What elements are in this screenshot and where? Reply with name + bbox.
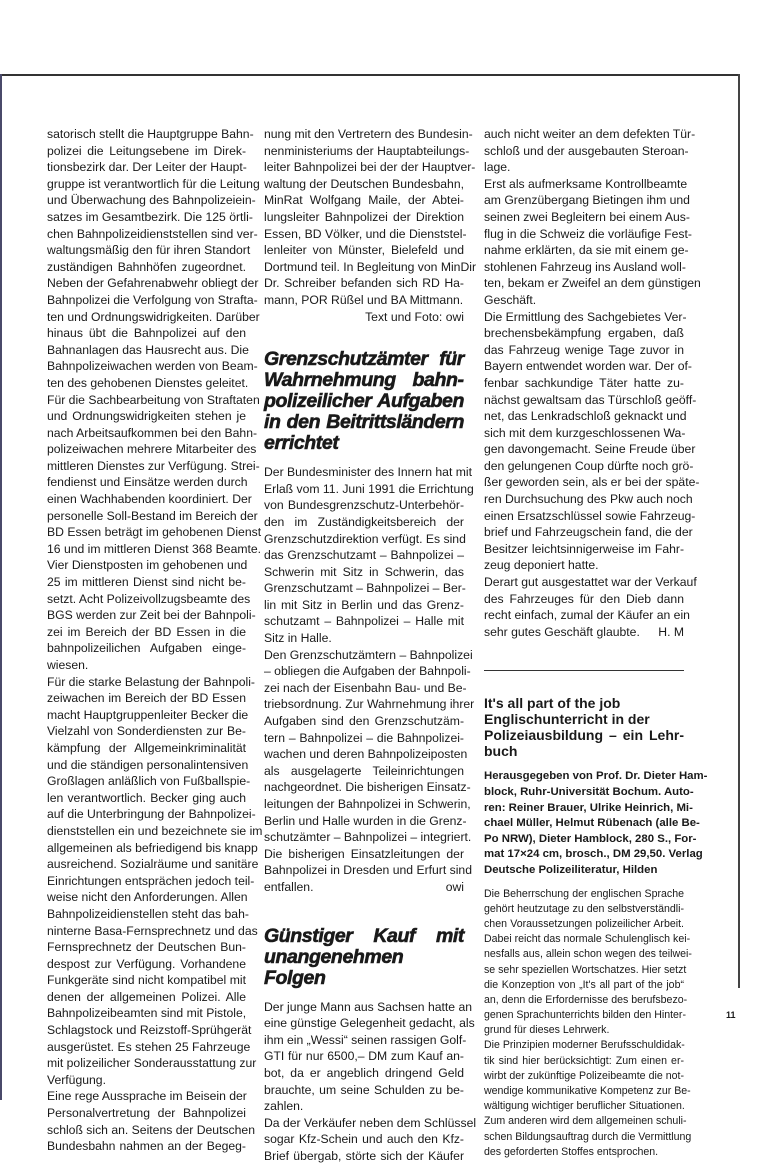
text-line: wachen und deren Bahnpolizeiposten [264, 747, 468, 762]
text-line: Da der Verkäufer neben dem Schlüssel [264, 1115, 477, 1130]
text-line: Den Grenzschutzämtern – Bahnpolizei [264, 647, 473, 662]
paragraph [484, 1038, 692, 1160]
text-line: Aufgaben sind den Grenzschutzäm- [264, 714, 464, 729]
page-number: 11 [726, 1010, 736, 1020]
article2-body [264, 464, 475, 879]
text-line: von Bundesgrenzschutz-Unterbehör- [264, 498, 464, 513]
text-line: das Grenzschutzamt – Bahnpolizei – [264, 548, 464, 563]
text-line: tionsbezirk dar. Der Leiter der Haupt- [47, 160, 247, 175]
text-line: Bayern entwendet worden war. Der of- [484, 359, 692, 374]
text-line: Po NRW), Dieter Hamblock, 280 S., For- [484, 832, 697, 845]
text-line: Schlagstock und Reizstoff-Sprühgerät [47, 1023, 252, 1038]
text-line: Großlagen anläßlich von Fußballspie- [47, 774, 251, 789]
text-line: nung mit den Vertretern des Bundesin- [264, 127, 473, 141]
page-frame-top-rule [0, 74, 740, 76]
text-line: ren: Reiner Brauer, Ulrike Heinrich, Mi- [484, 801, 693, 814]
article1-credit: Text und Foto: owi [365, 309, 464, 324]
text-line: Grenzschutzamt – Bahnpolizei – Ber- [264, 581, 466, 596]
text-line: nahme erklärten, da sie mit einem ge- [484, 243, 689, 258]
book-review-meta [484, 769, 708, 878]
text-line: BD Essen beträgt im gehobenen Dienst [47, 525, 262, 540]
paragraph [264, 464, 474, 647]
text-line: Der Bundesminister des Innern hat mit [264, 465, 472, 480]
text-line: gen davongemacht. Seine Freude über [484, 442, 696, 457]
text-line: net, das Lenkradschloß geknackt und [484, 409, 687, 424]
text-line: Bundesbahn nahmen an der Begeg- [47, 1139, 246, 1154]
text-line: Funkgeräte sind nicht kompatibel mit [47, 973, 246, 988]
text-line: Die Prinzipien moderner Berufsschuldidak- [484, 1039, 685, 1052]
text-line: zahlen. [264, 1099, 304, 1114]
text-line: eine günstige Gelegenheit gedacht, als [264, 1016, 475, 1031]
text-line: hinaus übt die Bahnpolizei auf den [47, 326, 246, 341]
text-line: tern – Bahnpolizei – die Bahnpolizei- [264, 730, 464, 745]
text-line: Der junge Mann aus Sachsen hatte an [264, 999, 473, 1014]
text-line: Deutsche Polizeiliteratur, Hilden [484, 863, 658, 876]
text-line: bahnpolizeilichen Aufgaben einge- [47, 641, 246, 656]
text-line: waltungsmäßig den für ihren Standort [47, 243, 251, 258]
text-line: die Konzeption von „It's all part of the job“ [484, 978, 684, 991]
text-line: wirbt der zukünftige Polizeibeamte die not- [484, 1069, 684, 1082]
text-line: Dr. Schreiber befanden sich RD Ha- [264, 276, 464, 291]
text-line: nächst gewaltsam das Türschloß geöff- [484, 392, 697, 407]
text-line: waltung der Deutschen Bundesbahn, [264, 176, 464, 191]
title-line: It's all part of the job [484, 695, 621, 712]
text-line: – obliegen die Aufgaben der Bahnpoli- [264, 664, 471, 679]
text-line: Sitz in Halle. [264, 631, 332, 646]
article3-last-text: sehr gutes Geschäft glaubte. [484, 624, 640, 639]
text-line: nesfalls aus, allein schon wegen des teilwei- [484, 948, 692, 961]
text-line: und Überwachung des Bahnpolizeiein- [47, 193, 256, 208]
text-line: gehört heutzutage zu den selbstverständli- [484, 902, 684, 915]
text-line: len verantwortlich. Becker ging auch [47, 790, 246, 805]
title-line: buch [484, 743, 518, 760]
text-line: ten und Ordnungswidrigkeiten. Darüber [47, 309, 260, 324]
title-line: Polizeiausbildung – ein Lehr- [484, 727, 684, 744]
text-line: Essen, BD Völker, und die Dienststel- [264, 226, 467, 241]
text-line: einen Wachhabenden koordiniert. Der [47, 492, 252, 507]
text-line: mann, POR Rüßel und BA Mittmann. [264, 292, 464, 307]
text-line: Schwerin mit Sitz in Schwerin, das [264, 564, 464, 579]
text-line: und Ordnungswidrigkeiten stehen je [47, 409, 246, 424]
text-line: personelle Soll-Bestand im Bereich der [47, 508, 258, 523]
text-line: wältigung wichtiger beruflicher Situationen. [484, 1100, 685, 1113]
text-line: block, Ruhr-Universität Bochum. Auto- [484, 786, 694, 798]
text-line: Für die Sachbearbeitung von Straftaten [47, 392, 260, 407]
text-line: ninterne Basa-Fernsprechnetz und das [47, 923, 258, 938]
text-line: einen Ersatzschlüssel sowie Fahrzeug- [484, 508, 696, 523]
text-line: nenministeriums der Hauptabteilungs- [264, 143, 470, 158]
text-line: Vielzahl von Sonderdiensten zur Be- [47, 724, 246, 739]
paragraph [264, 999, 475, 1115]
article1-continuation [264, 126, 477, 309]
article2-last-text: entfallen. [264, 879, 314, 894]
text-line: lenleiter von Münster, Bielefeld und [264, 243, 464, 258]
text-line: am Grenzübergang Bietingen ihm und [484, 193, 690, 208]
article3-continuation [484, 126, 701, 624]
article3-body [264, 999, 477, 1165]
text-line: Die Beherrschung der englischen Sprache [484, 887, 684, 900]
text-line: Einrichtungen entsprächen jedoch teil- [47, 873, 255, 888]
text-line: Brief übergab, störte sich der Käufer [264, 1148, 464, 1163]
article3-credit: H. M [658, 624, 684, 639]
text-line: das Fahrzeug wenige Tage zuvor in [484, 342, 684, 357]
paragraph [47, 1088, 255, 1154]
paragraph [47, 674, 263, 1089]
text-line: den gelungenen Coup dürfte noch grö- [484, 458, 694, 473]
text-line: mat 17×24 cm, brosch., DM 29,50. Verlag [484, 848, 703, 861]
text-line: ihm ein „Wessi“ seinen rassigen Golf- [264, 1032, 467, 1047]
paragraph [484, 574, 697, 624]
text-line: ßer geworden sein, als er bei der späte- [484, 475, 700, 490]
text-line: brechensbekämpfung ergaben, daß [484, 326, 684, 341]
text-line: MinRat Wolfgang Maile, der Abtei- [264, 193, 464, 208]
text-line: Herausgegeben von Prof. Dr. Dieter Ham- [484, 770, 708, 783]
text-line: schutzämter – Bahnpolizei – integriert. [264, 830, 472, 845]
column-2 [264, 126, 477, 1165]
text-line: zeug deponiert hatte. [484, 558, 599, 573]
text-line: satorisch stellt die Hauptgruppe Bahn- [47, 127, 254, 141]
article3-last-line [484, 624, 684, 641]
text-line: mittleren Dienstes zur Verfügung. Strei- [47, 458, 260, 473]
text-line: sogar Kfz-Schein und auch den Kfz- [264, 1132, 464, 1147]
text-line: gruppe ist verantwortlich für die Leitung [47, 176, 260, 191]
text-line: recht einfach, zumal der Käufer an ein [484, 608, 690, 623]
text-line: dienststellen ein und bezeichnete sie im [47, 823, 263, 838]
text-line: stohlenen Fahrzeug ins Ausland woll- [484, 259, 686, 274]
text-line: schloß und der ausgebauten Steroan- [484, 143, 689, 158]
paragraph [484, 176, 701, 309]
text-line: Bahnpolizei in Dresden und Erfurt sind [264, 863, 472, 878]
text-line: fenbar sachkundige Täter hatte zu- [484, 375, 684, 390]
text-line: BGS werden zur Zeit bei der Bahnpoli- [47, 608, 256, 623]
text-line: polizei die Leitungsebene im Direk- [47, 143, 246, 158]
text-line: an, denn die Erfordernisse des berufsbezo- [484, 993, 688, 1006]
text-line: allgemeinen als befriedigend bis knapp [47, 840, 258, 855]
paragraph [264, 1115, 477, 1165]
text-line: Fernsprechnetz der Deutschen Bun- [47, 940, 246, 955]
paragraph [484, 887, 692, 1039]
paragraph [264, 647, 475, 879]
text-line: 16 und im mittleren Dienst 368 Beamte. [47, 541, 262, 556]
text-line: ten des gehobenen Dienstes geleitet. [47, 375, 249, 390]
title-line: Englischunterricht in der [484, 711, 650, 728]
text-line: leiter Bahnpolizei bei der der Hauptver- [264, 160, 476, 175]
text-line: Zum anderen wird dem allgemeinen schuli- [484, 1115, 687, 1128]
text-line: chael Müller, Helmut Rübenach (alle Be- [484, 817, 700, 830]
text-line: zei im Bereich der BD Essen in die [47, 624, 246, 639]
text-line: grund für dieses Lehrwerk. [484, 1024, 610, 1037]
page-frame-left-rule [0, 74, 2, 1100]
paragraph [47, 126, 260, 392]
article3-headline: Günstiger Kauf mit unangenehmen Folgen [264, 924, 464, 989]
text-line: Personalvertretung der Bahnpolizei [47, 1106, 246, 1121]
text-line: satzes im Gesamtbezirk. Die 125 örtli- [47, 209, 253, 224]
text-line: weise nicht den Anforderungen. Allen [47, 890, 248, 905]
text-line: Eine rege Aussprache im Beisein der [47, 1089, 247, 1104]
text-line: Bahnpolizeibeamten sind mit Pistole, [47, 1006, 247, 1021]
text-line: Erlaß vom 11. Juni 1991 die Errichtung [264, 481, 474, 496]
text-line: Bahnanlagen das Hausrecht aus. Die [47, 342, 249, 357]
text-line: leitungen der Bahnpolizei in Schwerin, [264, 797, 471, 811]
text-line: auch nicht weiter an dem defekten Tür- [484, 127, 696, 141]
text-line: setzt. Acht Polizeivollzugsbeamte des [47, 591, 251, 606]
text-line: ren Durchsuchung des Pkw auch noch [484, 492, 693, 507]
article2-last-line [264, 879, 464, 896]
text-line: chen Voraussetzungen polizeilicher Arbeit. [484, 917, 684, 930]
text-line: Neben der Gefahrenabwehr obliegt der [47, 276, 259, 291]
text-line: nach Arbeitsaufkommen bei den Bahn- [47, 425, 258, 440]
text-line: macht Hauptgruppenleiter Becker die [47, 707, 249, 722]
text-line: despost zur Verfügung. Vorhandene [47, 956, 246, 971]
text-line: denen der allgemeinen Polizei. Alle [47, 989, 246, 1004]
article2-credit: owi [445, 879, 464, 894]
text-line: zeiwachen im Bereich der BD Essen [47, 691, 246, 706]
text-line: ausreichend. Sozialräume und sanitäre [47, 857, 259, 872]
text-line: als ausgelagerte Teileinrichtungen [264, 763, 464, 778]
text-line: Geschäft. [484, 292, 537, 307]
text-line: Bahnpolizeiwachen werden von Beam- [47, 359, 258, 374]
section-divider [484, 670, 684, 671]
text-line: Die bisherigen Einsatzleitungen der [264, 846, 464, 861]
text-line: auf die Unterbringung der Bahnpolizei- [47, 807, 256, 822]
text-line: polizeiwachen mehrere Mitarbeiter des [47, 442, 257, 457]
text-line: tik sind hier berücksichtigt: Zum einen er- [484, 1054, 684, 1067]
text-line: lungsleiter Bahnpolizei der Direktion [264, 209, 464, 224]
text-line: Verfügung. [47, 1072, 106, 1087]
text-line: bot, da er angeblich dringend Geld [264, 1065, 464, 1080]
text-line: Für die starke Belastung der Bahnpoli- [47, 674, 255, 689]
text-line: ten, bekam er Zweifel an dem günstigen [484, 276, 701, 291]
text-line: Derart gut ausgestattet war der Verkauf [484, 575, 697, 590]
column-3 [484, 126, 708, 1160]
text-line: flug in die Schweiz die vorläufige Fest- [484, 226, 692, 241]
text-line: seinen zwei Begleitern bei einem Aus- [484, 209, 690, 224]
column-1 [47, 126, 263, 1155]
book-review-body [484, 887, 692, 1160]
text-line: des geforderten Stoffes entsprochen. [484, 1145, 659, 1158]
text-line: wiesen. [47, 658, 89, 672]
text-line: kämpfung der Allgemeinkriminalität [47, 740, 246, 755]
text-line: lin mit Sitz in Berlin und das Grenz- [264, 597, 464, 612]
text-line: Erst als aufmerksame Kontrollbeamte [484, 176, 688, 191]
text-line: Dabei reicht das normale Schulenglisch kei- [484, 933, 691, 946]
paragraph [484, 126, 696, 176]
text-line: sich mit dem kurzgeschlossenen Wa- [484, 425, 686, 440]
article2-headline: Grenzschutzämter für Wahrnehmung bahnpolizeilicher Aufgaben in den Beitrittsländern errichtet [264, 348, 464, 455]
text-line: Vier Dienstposten im gehobenen und [47, 558, 248, 573]
text-line: ausgerüstet. Es stehen 25 Fahrzeuge [47, 1039, 251, 1054]
text-line: se sehr speziellen Wortschatzes. Hier setzt [484, 963, 687, 976]
text-line: Die Ermittlung des Sachgebietes Ver- [484, 309, 687, 324]
text-line: mit polizeilicher Sonderausstattung zur [47, 1056, 257, 1071]
text-line: den im Zuständigkeitsbereich der [264, 514, 464, 529]
paragraph [484, 309, 700, 575]
text-line: Grenzschutzdirektion verfügt. Es sind [264, 531, 466, 546]
text-line: lage. [484, 160, 511, 175]
text-line: brauchte, um seine Schulden zu be- [264, 1082, 464, 1097]
text-line: schloß sich an. Seitens der Deutschen [47, 1122, 255, 1137]
text-line: zuständigen Bahnhöfen zugeordnet. [47, 259, 246, 274]
text-line: und die ständigen personalintensiven [47, 757, 249, 772]
text-line: triebsordnung. Zur Wahrnehmung ihrer [264, 697, 475, 712]
text-line: Bahnpolizeidienstellen steht das bah- [47, 906, 249, 921]
text-line: Berlin und Halle wurden in die Grenz- [264, 813, 467, 828]
text-line: fendienst und Einsätze werden durch [47, 475, 248, 490]
page-frame-right-rule [738, 74, 740, 988]
text-line: chen Bahnpolizeidienststellen sind ver- [47, 226, 258, 241]
text-line: wendige kommunikative Kompetenz zur Be- [484, 1085, 691, 1097]
paragraph [47, 392, 262, 674]
text-line: des Fahrzeuges für den Dieb dann [484, 591, 684, 606]
text-line: brief und Fahrzeugschein fand, die der [484, 525, 693, 540]
text-line: Dortmund teil. In Begleitung von MinDir [264, 259, 477, 274]
text-line: GTI für nur 6500,– DM zum Kauf an- [264, 1049, 464, 1064]
text-line: Besitzer leichtsinnigerweise im Fahr- [484, 541, 684, 556]
text-line: zei nach der Eisenbahn Bau- und Be- [264, 680, 467, 695]
text-line: 25 im mittleren Dienst sind nicht be- [47, 575, 246, 590]
text-line: genen Sprachunterrichts bilden den Hinter- [484, 1009, 686, 1022]
text-line: Bahnpolizei die Verfolgung von Strafta- [47, 292, 258, 307]
text-line: schen Bildungsauftrag durch die Vermittlung [484, 1130, 692, 1143]
book-review-title [484, 695, 684, 759]
text-line: nachgeordnet. Die bisherigen Einsatz- [264, 780, 471, 795]
text-line: schutzamt – Bahnpolizei – Halle mit [264, 614, 464, 629]
